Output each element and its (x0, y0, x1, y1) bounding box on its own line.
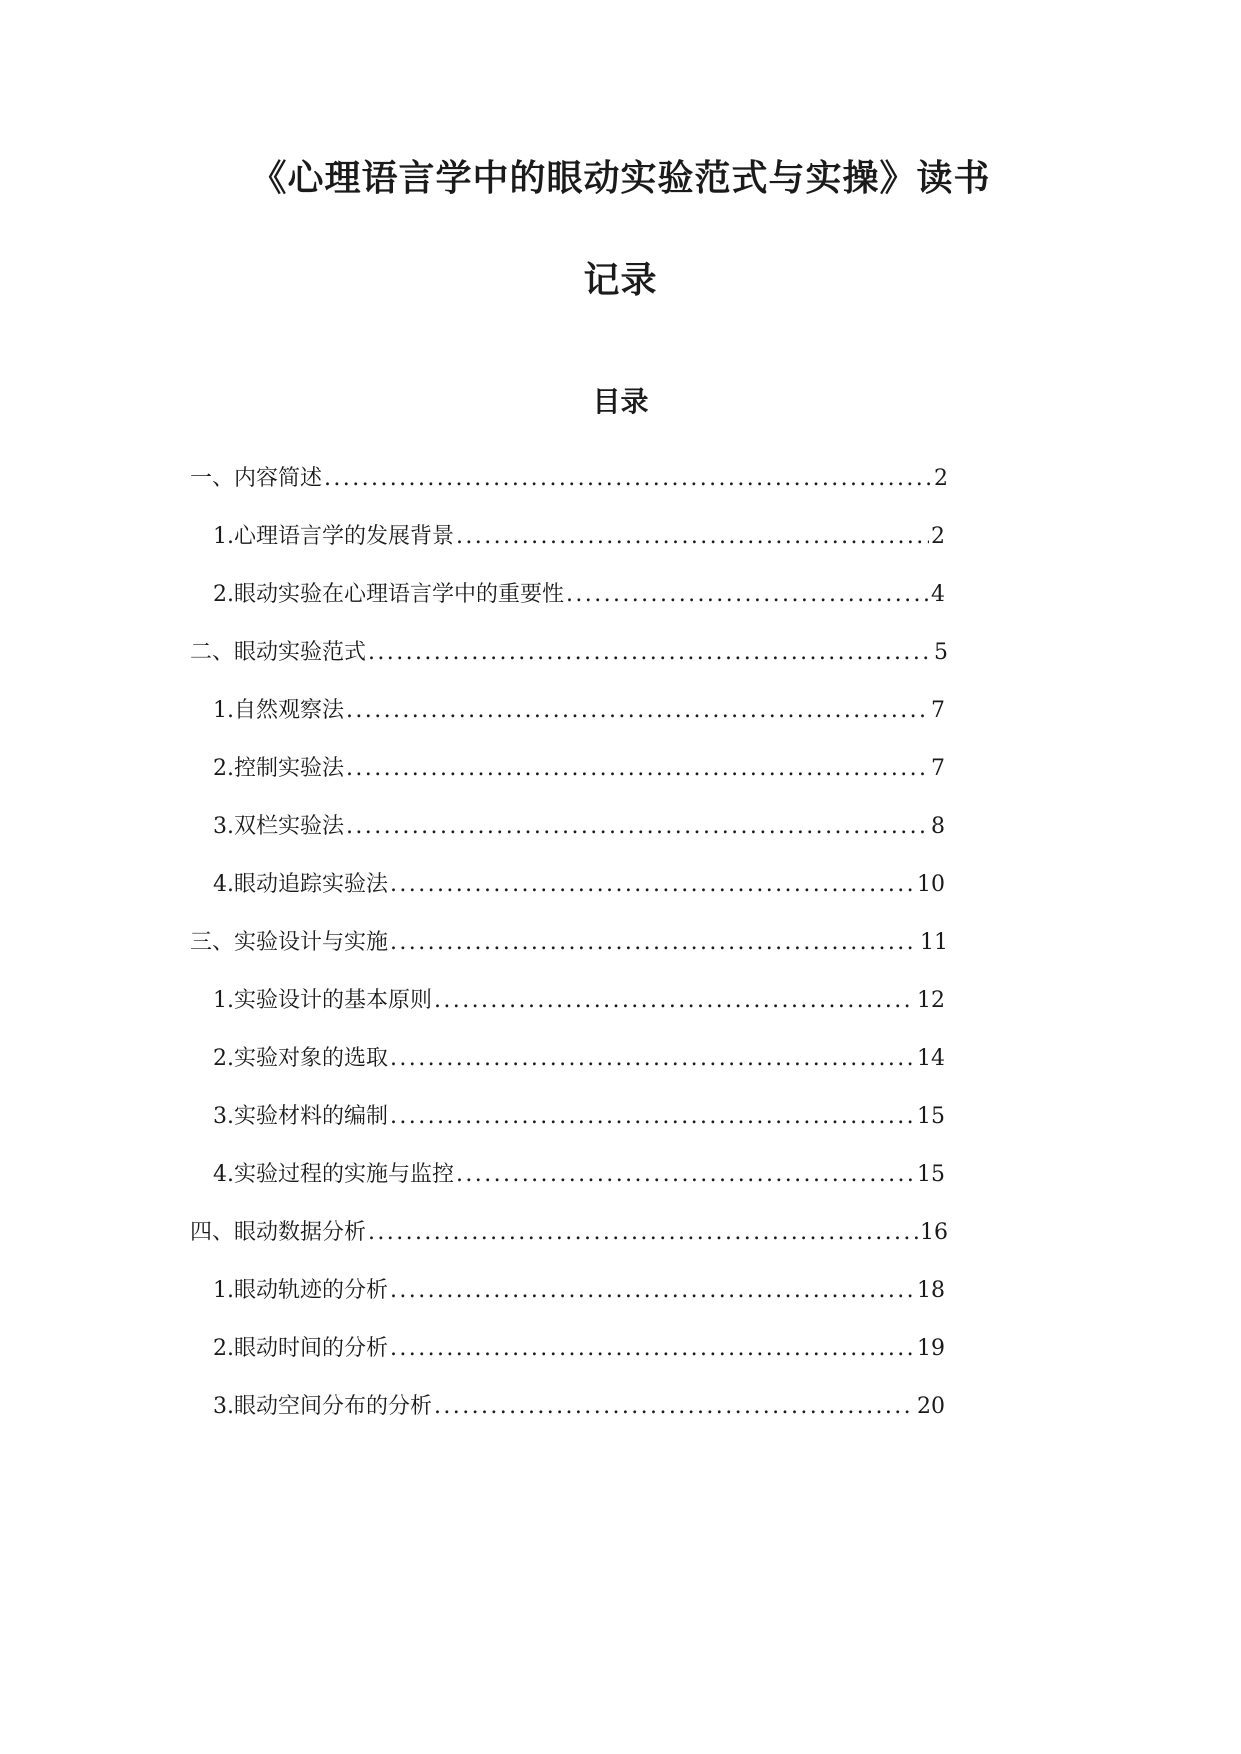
toc-dot-leader (346, 696, 929, 726)
toc-entry-number: 1. (213, 1278, 234, 1303)
toc-dot-leader (368, 638, 932, 668)
toc-subsection-entry[interactable] (213, 986, 945, 1016)
toc-entry-number: 4. (213, 1162, 234, 1187)
toc-subsection-entry[interactable] (213, 754, 945, 784)
toc-entry-page-number: 20 (917, 1394, 945, 1419)
toc-subsection-entry[interactable] (213, 1044, 945, 1074)
toc-entry-title: 心理语言学的发展背景 (234, 524, 455, 549)
toc-entry-title: 双栏实验法 (234, 814, 345, 839)
toc-dot-leader (434, 986, 915, 1016)
toc-subsection-entry[interactable] (213, 1160, 945, 1190)
toc-entry-number: 3. (213, 814, 234, 839)
toc-dot-leader (390, 870, 915, 900)
toc-entry-number: 3. (213, 1394, 234, 1419)
toc-entry-page-number: 19 (917, 1336, 945, 1361)
toc-entry-number: 2. (213, 582, 234, 607)
document-title-line-1: 《心理语言学中的眼动实验范式与实操》读书 (250, 158, 991, 199)
toc-entry-page-number: 18 (917, 1278, 945, 1303)
toc-dot-leader (390, 928, 918, 958)
toc-entry-page-number: 15 (917, 1162, 945, 1187)
toc-entry-page-number: 11 (920, 930, 948, 955)
toc-entry-number: 2. (213, 756, 234, 781)
toc-dot-leader (456, 1160, 915, 1190)
toc-entry-title: 实验设计的基本原则 (234, 988, 433, 1013)
toc-subsection-entry[interactable] (213, 1392, 945, 1422)
toc-entry-title: 实验材料的编制 (234, 1104, 389, 1129)
toc-entry-number: 1. (213, 524, 234, 549)
toc-subsection-entry[interactable] (213, 812, 945, 842)
toc-entry-page-number: 2 (931, 524, 945, 549)
toc-entry-title: 眼动空间分布的分析 (234, 1394, 433, 1419)
toc-entry-page-number: 7 (931, 756, 945, 781)
toc-entry-title: 二、眼动实验范式 (190, 640, 367, 665)
toc-dot-leader (390, 1276, 915, 1306)
toc-dot-leader (368, 1218, 918, 1248)
toc-entry-title: 实验对象的选取 (234, 1046, 389, 1071)
toc-subsection-entry[interactable] (213, 1276, 945, 1306)
toc-entry-title: 四、眼动数据分析 (190, 1220, 367, 1245)
toc-dot-leader (346, 812, 929, 842)
toc-dot-leader (456, 522, 929, 552)
toc-entry-page-number: 16 (920, 1220, 948, 1245)
toc-entry-number: 2. (213, 1046, 234, 1071)
toc-entry-page-number: 15 (917, 1104, 945, 1129)
toc-dot-leader (346, 754, 929, 784)
toc-section-entry[interactable] (190, 928, 948, 958)
toc-subsection-entry[interactable] (213, 580, 945, 610)
toc-entry-page-number: 2 (934, 466, 948, 491)
toc-section-entry[interactable] (190, 464, 948, 494)
toc-dot-leader (390, 1334, 915, 1364)
document-title-line-2: 记录 (583, 260, 658, 301)
toc-dot-leader (434, 1392, 915, 1422)
toc-entry-page-number: 7 (931, 698, 945, 723)
toc-entry-number: 4. (213, 872, 234, 897)
toc-entry-title: 眼动轨迹的分析 (234, 1278, 389, 1303)
toc-heading: 目录 (592, 385, 649, 418)
toc-entry-title: 一、内容简述 (190, 466, 323, 491)
toc-dot-leader (390, 1044, 915, 1074)
toc-section-entry[interactable] (190, 638, 948, 668)
toc-entry-title: 眼动时间的分析 (234, 1336, 389, 1361)
toc-entry-number: 1. (213, 698, 234, 723)
toc-entry-number: 2. (213, 1336, 234, 1361)
toc-entry-title: 实验过程的实施与监控 (234, 1162, 455, 1187)
toc-dot-leader (566, 580, 929, 610)
toc-dot-leader (324, 464, 932, 494)
toc-dot-leader (390, 1102, 915, 1132)
toc-entry-page-number: 5 (934, 640, 948, 665)
toc-subsection-entry[interactable] (213, 696, 945, 726)
toc-subsection-entry[interactable] (213, 1102, 945, 1132)
toc-entry-title: 眼动实验在心理语言学中的重要性 (234, 582, 565, 607)
toc-entry-title: 自然观察法 (234, 698, 345, 723)
toc-section-entry[interactable] (190, 1218, 948, 1248)
toc-entry-page-number: 12 (917, 988, 945, 1013)
toc-subsection-entry[interactable] (213, 1334, 945, 1364)
toc-entry-title: 控制实验法 (234, 756, 345, 781)
toc-entry-number: 3. (213, 1104, 234, 1129)
toc-entry-page-number: 4 (931, 582, 945, 607)
toc-entry-title: 三、实验设计与实施 (190, 930, 389, 955)
toc-entry-page-number: 8 (931, 814, 945, 839)
toc-entry-title: 眼动追踪实验法 (234, 872, 389, 897)
toc-subsection-entry[interactable] (213, 870, 945, 900)
toc-entry-page-number: 10 (917, 872, 945, 897)
toc-entry-page-number: 14 (917, 1046, 945, 1071)
toc-entry-number: 1. (213, 988, 234, 1013)
toc-subsection-entry[interactable] (213, 522, 945, 552)
